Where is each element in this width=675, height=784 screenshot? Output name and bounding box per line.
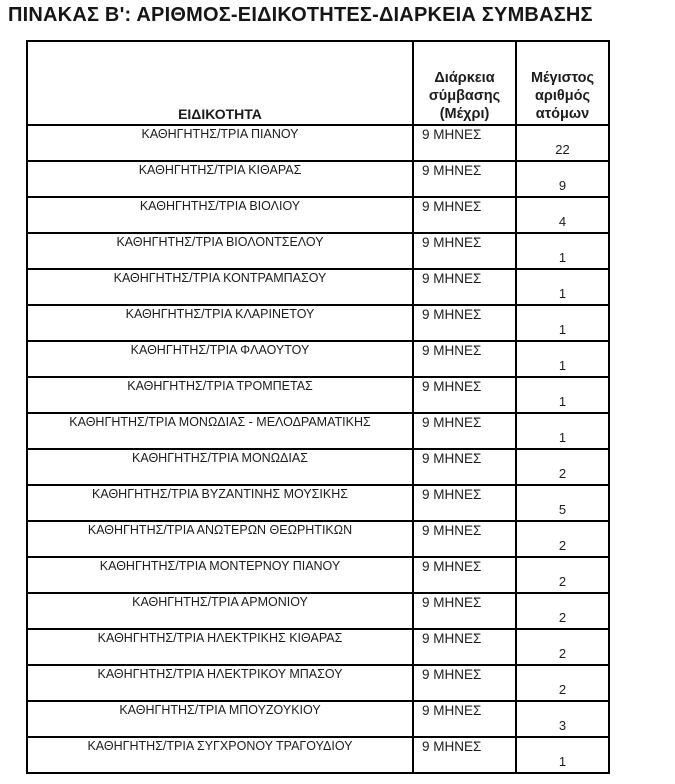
duration-cell: 9 ΜΗΝΕΣ <box>413 521 516 557</box>
specialty-cell: ΚΑΘΗΓΗΤΗΣ/ΤΡΙΑ ΚΛΑΡΙΝΕΤΟΥ <box>27 305 413 341</box>
specialty-cell: ΚΑΘΗΓΗΤΗΣ/ΤΡΙΑ ΑΝΩΤΕΡΩΝ ΘΕΩΡΗΤΙΚΩΝ <box>27 521 413 557</box>
max-count-cell: 5 <box>516 485 609 521</box>
max-count-cell: 2 <box>516 593 609 629</box>
col-header-duration: Διάρκεια σύμβασης (Μέχρι) <box>413 41 516 125</box>
max-count-cell: 3 <box>516 701 609 737</box>
table-row <box>27 125 609 161</box>
table-row <box>27 665 609 701</box>
duration-cell: 9 ΜΗΝΕΣ <box>413 197 516 233</box>
specialty-cell: ΚΑΘΗΓΗΤΗΣ/ΤΡΙΑ ΜΟΝΩΔΙΑΣ <box>27 449 413 485</box>
table-row <box>27 593 609 629</box>
specialty-cell: ΚΑΘΗΓΗΤΗΣ/ΤΡΙΑ ΗΛΕΚΤΡΙΚΟΥ ΜΠΑΣΟΥ <box>27 665 413 701</box>
specialty-cell: ΚΑΘΗΓΗΤΗΣ/ΤΡΙΑ ΤΡΟΜΠΕΤΑΣ <box>27 377 413 413</box>
duration-cell: 9 ΜΗΝΕΣ <box>413 629 516 665</box>
table-row <box>27 233 609 269</box>
specialties-table <box>26 40 610 774</box>
max-count-cell: 9 <box>516 161 609 197</box>
duration-cell: 9 ΜΗΝΕΣ <box>413 737 516 773</box>
specialty-cell: ΚΑΘΗΓΗΤΗΣ/ΤΡΙΑ ΒΙΟΛΙΟΥ <box>27 197 413 233</box>
table-row <box>27 269 609 305</box>
table-row <box>27 737 609 773</box>
col-header-specialty: ΕΙΔΙΚΟΤΗΤΑ <box>27 41 413 125</box>
duration-cell: 9 ΜΗΝΕΣ <box>413 413 516 449</box>
max-count-cell: 2 <box>516 521 609 557</box>
specialty-cell: ΚΑΘΗΓΗΤΗΣ/ΤΡΙΑ ΗΛΕΚΤΡΙΚΗΣ ΚΙΘΑΡΑΣ <box>27 629 413 665</box>
specialty-cell: ΚΑΘΗΓΗΤΗΣ/ΤΡΙΑ ΠΙΑΝΟΥ <box>27 125 413 161</box>
specialty-cell: ΚΑΘΗΓΗΤΗΣ/ΤΡΙΑ ΒΥΖΑΝΤΙΝΗΣ ΜΟΥΣΙΚΗΣ <box>27 485 413 521</box>
specialty-cell: ΚΑΘΗΓΗΤΗΣ/ΤΡΙΑ ΜΟΝΩΔΙΑΣ - ΜΕΛΟΔΡΑΜΑΤΙΚΗΣ <box>27 413 413 449</box>
max-count-cell: 1 <box>516 269 609 305</box>
table-row <box>27 161 609 197</box>
duration-cell: 9 ΜΗΝΕΣ <box>413 557 516 593</box>
max-count-cell: 22 <box>516 125 609 161</box>
duration-cell: 9 ΜΗΝΕΣ <box>413 377 516 413</box>
max-count-cell: 2 <box>516 629 609 665</box>
duration-cell: 9 ΜΗΝΕΣ <box>413 269 516 305</box>
max-count-cell: 2 <box>516 449 609 485</box>
duration-cell: 9 ΜΗΝΕΣ <box>413 665 516 701</box>
table-row <box>27 629 609 665</box>
duration-cell: 9 ΜΗΝΕΣ <box>413 341 516 377</box>
max-count-cell: 2 <box>516 665 609 701</box>
max-count-cell: 1 <box>516 413 609 449</box>
table-row <box>27 449 609 485</box>
duration-cell: 9 ΜΗΝΕΣ <box>413 485 516 521</box>
specialty-cell: ΚΑΘΗΓΗΤΗΣ/ΤΡΙΑ ΣΥΓΧΡΟΝΟΥ ΤΡΑΓΟΥΔΙΟΥ <box>27 737 413 773</box>
duration-cell: 9 ΜΗΝΕΣ <box>413 161 516 197</box>
max-count-cell: 2 <box>516 557 609 593</box>
table-row <box>27 557 609 593</box>
duration-cell: 9 ΜΗΝΕΣ <box>413 593 516 629</box>
table-row <box>27 701 609 737</box>
max-count-cell: 1 <box>516 341 609 377</box>
specialty-cell: ΚΑΘΗΓΗΤΗΣ/ΤΡΙΑ ΦΛΑΟΥΤΟΥ <box>27 341 413 377</box>
specialty-cell: ΚΑΘΗΓΗΤΗΣ/ΤΡΙΑ ΑΡΜΟΝΙΟΥ <box>27 593 413 629</box>
max-count-cell: 1 <box>516 233 609 269</box>
table-row <box>27 521 609 557</box>
specialty-cell: ΚΑΘΗΓΗΤΗΣ/ΤΡΙΑ ΜΟΝΤΕΡΝΟΥ ΠΙΑΝΟΥ <box>27 557 413 593</box>
col-header-max-count: Μέγιστος αριθμός ατόμων <box>516 41 609 125</box>
specialty-cell: ΚΑΘΗΓΗΤΗΣ/ΤΡΙΑ ΚΟΝΤΡΑΜΠΑΣΟΥ <box>27 269 413 305</box>
max-count-cell: 4 <box>516 197 609 233</box>
table-row <box>27 305 609 341</box>
specialty-cell: ΚΑΘΗΓΗΤΗΣ/ΤΡΙΑ ΜΠΟΥΖΟΥΚΙΟΥ <box>27 701 413 737</box>
specialty-cell: ΚΑΘΗΓΗΤΗΣ/ΤΡΙΑ ΒΙΟΛΟΝΤΣΕΛΟΥ <box>27 233 413 269</box>
page-title: ΠΙΝΑΚΑΣ Β': ΑΡΙΘΜΟΣ-ΕΙΔΙΚΟΤΗΤΕΣ-ΔΙΑΡΚΕΙΑ ΣΥΜΒΑΣΗΣ <box>8 4 593 26</box>
duration-cell: 9 ΜΗΝΕΣ <box>413 233 516 269</box>
table-row <box>27 197 609 233</box>
table-header-row <box>27 41 609 125</box>
max-count-cell: 1 <box>516 305 609 341</box>
table-row <box>27 341 609 377</box>
duration-cell: 9 ΜΗΝΕΣ <box>413 305 516 341</box>
table-row <box>27 485 609 521</box>
table-row <box>27 377 609 413</box>
specialty-cell: ΚΑΘΗΓΗΤΗΣ/ΤΡΙΑ ΚΙΘΑΡΑΣ <box>27 161 413 197</box>
table-row <box>27 413 609 449</box>
max-count-cell: 1 <box>516 737 609 773</box>
duration-cell: 9 ΜΗΝΕΣ <box>413 701 516 737</box>
duration-cell: 9 ΜΗΝΕΣ <box>413 125 516 161</box>
duration-cell: 9 ΜΗΝΕΣ <box>413 449 516 485</box>
max-count-cell: 1 <box>516 377 609 413</box>
